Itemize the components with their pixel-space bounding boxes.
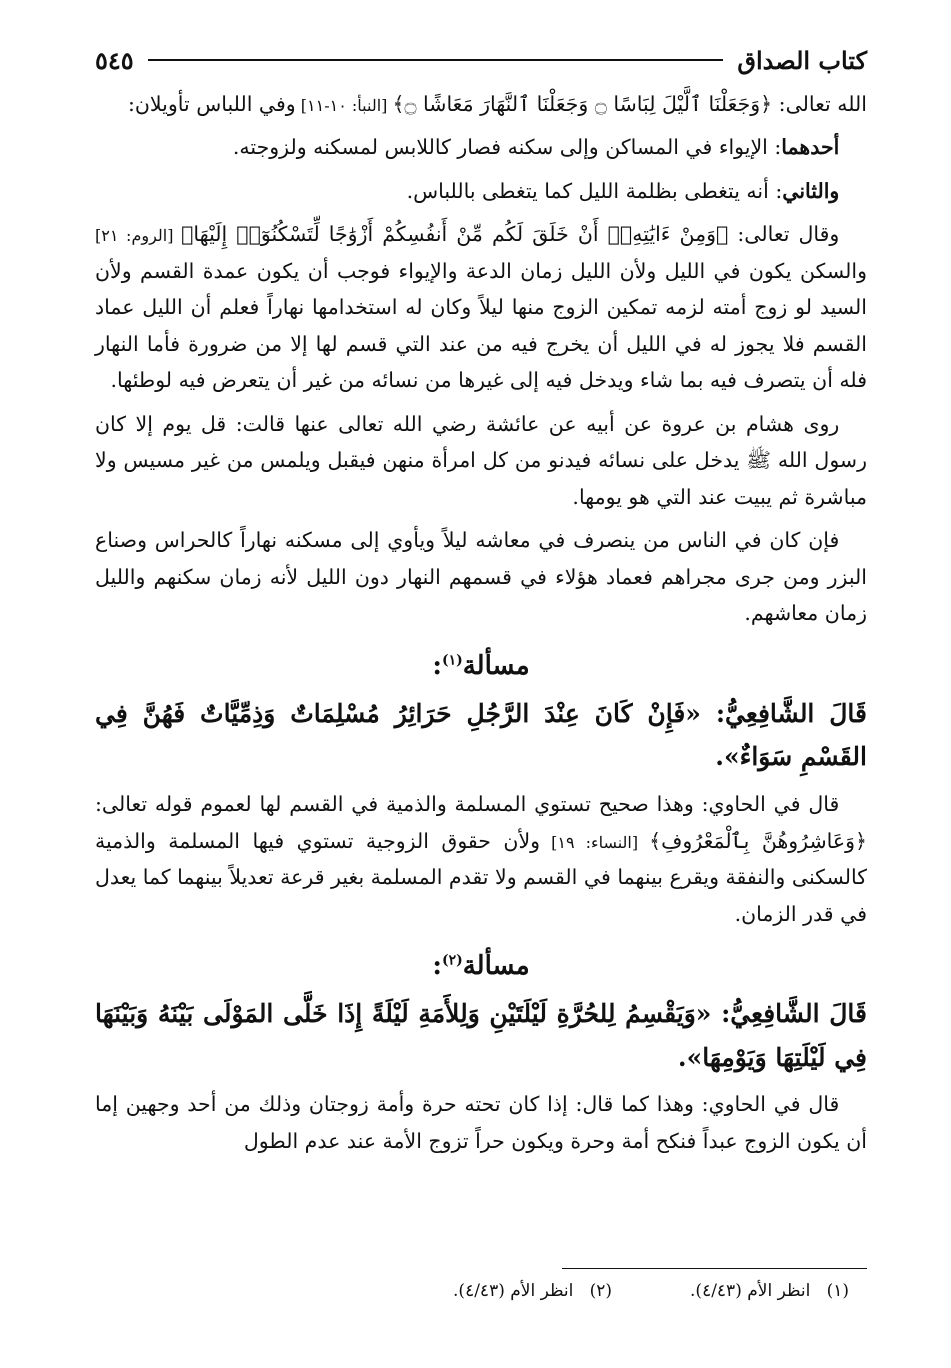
- paragraph-4: وقال تعالى: ﴿وَمِنْ ءَايَٰتِهِۦٓ أَنْ خَلَقَ لَكُم مِّنْ أَنفُسِكُمْ أَزْوَٰجًا لِّتَسْكُنُوٓا۟ إِلَيْهَا﴾ [الروم: ٢١] والسكن يكون في الليل ولأن الليل زمان الدعة والإيواء فوجب أن يكون عمدة القسم ولأن السيد لو زوج أمته لزمه تمكين الزوج منها ليلاً وكان له استخدامها نهاراً فعلم أن الليل عماد القسم فلا يجوز له في الليل أن يخرج فيه من عند التي قسم لها إلا من ضرورة فأما النهار فله أن يتصرف فيه بما شاء ويدخل فيه إلى غيرها من نسائه من غير أن يتعرض فيه لوطئها.: [95, 222, 867, 393]
- footnote-mark: (١): [441, 652, 463, 669]
- footnote-mark: (٢): [441, 952, 463, 969]
- header-rule: [148, 59, 724, 61]
- verse-reference: [النبأ: ١٠-١١]: [295, 96, 393, 115]
- paragraph-5: روى هشام بن عروة عن أبيه عن عائشة رضي الله تعالى عنها قالت: قل يوم إلا كان رسول الله ﷺ يدخل على نسائه فيدنو من كل امرأة منهن فيقبل ويلمس من غير مسيس ولا مباشرة ثم يبيت عند التي هو يومها.: [95, 411, 867, 509]
- term-label: والثاني: [782, 178, 840, 203]
- section-heading-2: مسألة$^{(٢)}$:: [432, 951, 530, 982]
- footnotes: [95, 1268, 867, 1301]
- verse-reference: [النساء: ١٩]: [540, 832, 650, 852]
- quran-verse: ﴿وَعَاشِرُوهُنَّ بِٱلْمَعْرُوفِ﴾: [649, 828, 868, 853]
- footnote-1: (١) انظر الأم (٤/٤٣).: [690, 1281, 849, 1301]
- paragraph-first-meaning: أحدهما: الإيواء في المساكن وإلى سكنه فصار كاللابس لمسكنه ولزوجته.: [232, 135, 840, 160]
- quran-verse: ﴿وَجَعَلْنَا ٱلَّيْلَ لِبَاسًا ۝ وَجَعَلْنَا ٱلنَّهَارَ مَعَاشًا ۝﴾: [392, 92, 773, 116]
- commentary-2: قال في الحاوي: وهذا كما قال: إذا كان تحته حرة وأمة زوجتان وذلك من أحد وجهين إما أن يكون الزوج عبداً فنكح أمة وحرة ويكون حراً تزوج الأمة عند عدم الطول: [95, 1092, 867, 1153]
- quran-verse: ﴿وَمِنْ ءَايَٰتِهِۦٓ أَنْ خَلَقَ لَكُم مِّنْ أَنفُسِكُمْ أَزْوَٰجًا لِّتَسْكُنُوٓا۟ إِلَيْهَا﴾: [181, 222, 729, 247]
- commentary-1: قال في الحاوي: وهذا صحيح تستوي المسلمة والذمية في القسم لها لعموم قوله تعالى: ﴿وَعَاشِرُوهُنَّ بِٱلْمَعْرُوفِ﴾ [النساء: ١٩] ولأن حقوق الزوجية تستوي فيها المسلمة والذمية كالسكنى والنفقة ويقرع بينهما في القسم ولا تقدم المسلمة بغير قرعة تعديلاً بينهما كما يعدل في قدر الزمان.: [95, 792, 868, 926]
- main-text: [95, 86, 867, 1159]
- running-header: [95, 38, 867, 82]
- term-label: أحدهما: [781, 135, 840, 160]
- footnote-2: (٢) انظر الأم (٤/٤٣).: [453, 1281, 613, 1301]
- paragraph-1: الله تعالى: ﴿وَجَعَلْنَا ٱلَّيْلَ لِبَاسًا ۝ وَجَعَلْنَا ٱلنَّهَارَ مَعَاشًا ۝﴾ [النبأ: ١٠-١١] وفي اللباس تأويلان:: [127, 92, 867, 116]
- book-title: كتاب الصداق: [737, 45, 867, 75]
- paragraph-second-meaning: والثاني: أنه يتغطى بظلمة الليل كما يتغطى باللباس.: [406, 178, 840, 203]
- page: [95, 38, 867, 1166]
- footnote-rule: [562, 1268, 867, 1269]
- page-number: ٥٤٥: [95, 45, 134, 75]
- section-heading-1: مسألة$^{(١)}$:: [432, 650, 530, 681]
- verse-reference: [الروم: ٢١]: [95, 226, 182, 246]
- paragraph-6: فإن كان في الناس من ينصرف في معاشه ليلاً ويأوي إلى مسكنه نهاراً كالحراس وصناع البزر ومن جرى مجراهم فعماد هؤلاء في قسمهم النهار دون الليل لأنه زمان سكنهم والليل زمان معاشهم.: [95, 528, 867, 626]
- shafii-quote-2: قَالَ الشَّافِعِيُّ: «وَيَقْسِمُ لِلحُرَّةِ لَيْلَتَيْنِ وَلِلأَمَةِ لَيْلَةً إِذَا خَلَّى المَوْلَى بَيْنَهُ وَبَيْنَهَا فِي لَيْلَتِهَا وَيَوْمِهَا».: [95, 998, 867, 1072]
- shafii-quote-1: قَالَ الشَّافِعِيُّ: «فَإِنْ كَانَ عِنْدَ الرَّجُلِ حَرَائِرُ مُسْلِمَاتٌ وَذِمِّيَّاتٌ فَهُنَّ فِي القَسْمِ سَوَاءٌ».: [95, 698, 867, 772]
